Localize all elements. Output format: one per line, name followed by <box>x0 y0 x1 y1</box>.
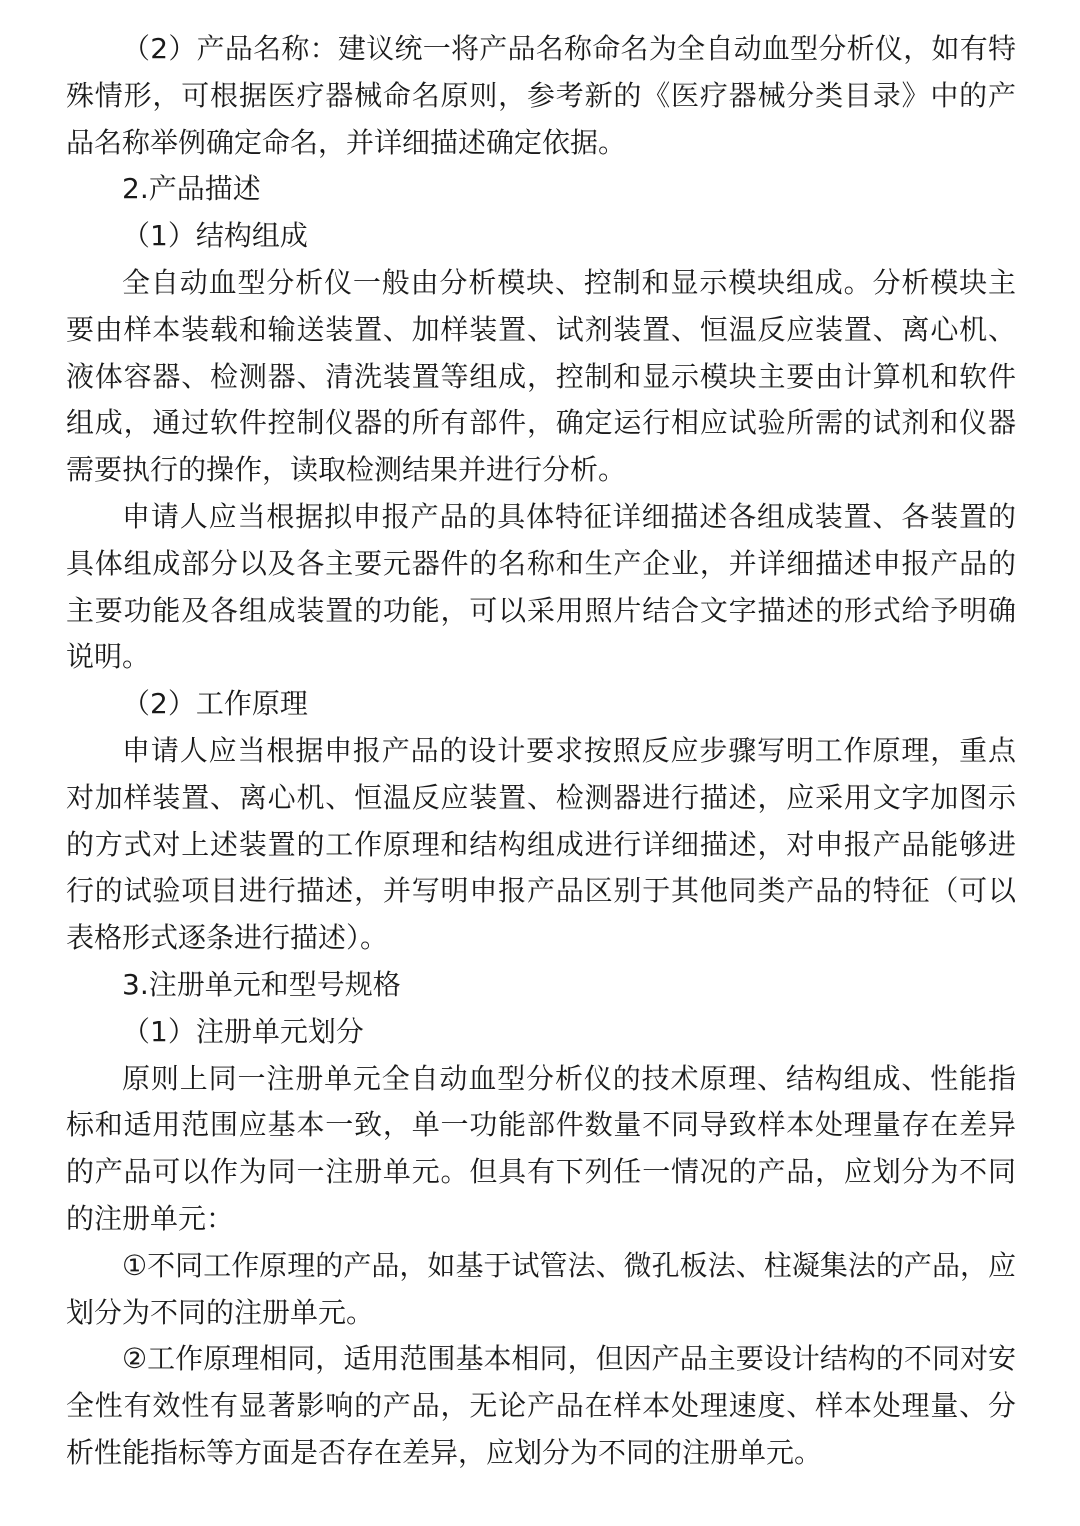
heading-product-description: 2.产品描述 <box>122 172 261 206</box>
paragraph-structure-requirements: 申请人应当根据拟申报产品的具体特征详细描述各组成装置、各装置的具体组成部分以及各主要元器件的名称和生产企业，并详细描述申报产品的主要功能及各组成装置的功能，可以采用照片结合文字描述的形式给予明确说明。 <box>66 499 1016 674</box>
paragraph-case-1: ①不同工作原理的产品，如基于试管法、微孔板法、柱凝集法的产品，应划分为不同的注册单元。 <box>66 1248 1016 1329</box>
heading-registration-unit: 3.注册单元和型号规格 <box>122 967 401 1001</box>
paragraph-unit-division: 原则上同一注册单元全自动血型分析仪的技术原理、结构组成、性能指标和适用范围应基本一致，单一功能部件数量不同导致样本处理量存在差异的产品可以作为同一注册单元。但具有下列任一情况的产品，应划分为不同的注册单元： <box>66 1061 1016 1235</box>
heading-unit-division: （1）注册单元划分 <box>122 1014 364 1048</box>
heading-structure: （1）结构组成 <box>122 219 308 253</box>
paragraph-structure-composition: 全自动血型分析仪一般由分析模块、控制和显示模块组成。分析模块主要由样本装载和输送装置、加样装置、试剂装置、恒温反应装置、离心机、液体容器、检测器、清洗装置等组成，控制和显示模块主要由计算机和软件组成，通过软件控制仪器的所有部件，确定运行相应试验所需的试剂和仪器需要执行的操作，读取检测结果并进行分析。 <box>66 265 1016 487</box>
document-page <box>66 26 1016 1477</box>
paragraph-working-principle: 申请人应当根据申报产品的设计要求按照反应步骤写明工作原理，重点对加样装置、离心机、恒温反应装置、检测器进行描述，应采用文字加图示的方式对上述装置的工作原理和结构组成进行详细描述，对申报产品能够进行的试验项目进行描述，并写明申报产品区别于其他同类产品的特征（可以表格形式逐条进行描述）。 <box>66 733 1016 955</box>
paragraph-product-name: （2）产品名称：建议统一将产品名称命名为全自动血型分析仪，如有特殊情形，可根据医疗器械命名原则，参考新的《医疗器械分类目录》中的产品名称举例确定命名，并详细描述确定依据。 <box>66 32 1016 159</box>
heading-working-principle: （2）工作原理 <box>122 687 308 721</box>
paragraph-case-2: ②工作原理相同，适用范围基本相同，但因产品主要设计结构的不同对安全性有效性有显著影响的产品，无论产品在样本处理速度、样本处理量、分析性能指标等方面是否存在差异，应划分为不同的注册单元。 <box>66 1342 1016 1469</box>
